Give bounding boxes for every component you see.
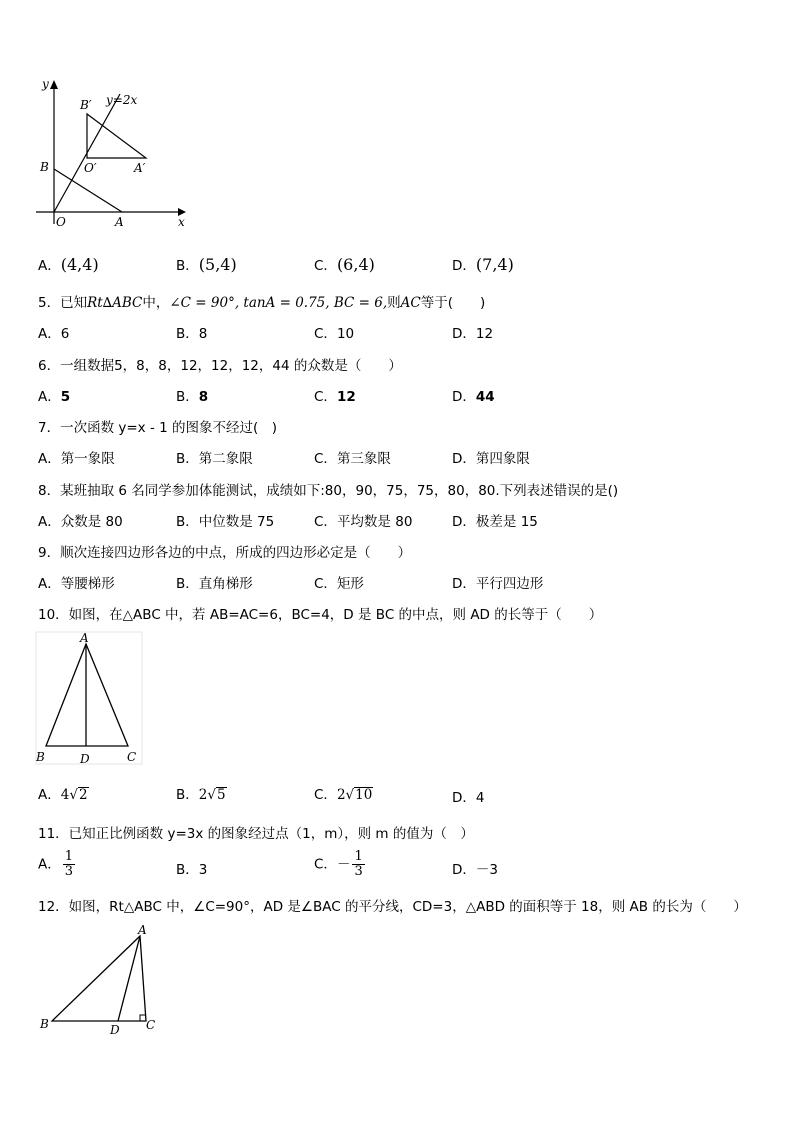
q12-label-b: B (40, 1017, 49, 1031)
q4-segment-ab (54, 169, 122, 212)
q5-option-d-text: 12 (475, 326, 494, 342)
q8-option-b[interactable] (176, 510, 274, 530)
q7-option-c-letter: C． (314, 451, 337, 467)
q4-option-d-text: (7,4) (475, 255, 514, 274)
q6-option-d-text: 44 (475, 389, 495, 405)
q8-option-c-text: 平均数是 80 (336, 514, 413, 530)
q10-label-a: A (80, 631, 89, 645)
q10-option-c[interactable] (314, 783, 373, 803)
q11-option-b-letter: B． (176, 862, 199, 878)
q10-option-c-rad: 10 (355, 787, 373, 803)
q11-option-c-sign: － (336, 856, 351, 873)
q9-option-b-letter: B． (176, 576, 199, 592)
q8-option-a[interactable] (38, 510, 123, 530)
q10-label-d: D (80, 752, 90, 766)
q11-option-c-letter: C． (314, 856, 337, 873)
q10-option-b-letter: B． (176, 787, 199, 803)
q9-option-a-text: 等腰梯形 (60, 576, 115, 592)
q5-option-c[interactable] (314, 322, 354, 342)
q5-triangle: Rt∆ABC (87, 295, 143, 311)
q10-option-b-coef: 2 (198, 787, 208, 803)
q9-option-a[interactable] (38, 572, 115, 592)
q7-option-b[interactable] (176, 447, 253, 467)
q5-mid: 中， (142, 295, 170, 311)
q4-label-a: A (115, 215, 124, 229)
q4-option-b-text: (5,4) (198, 255, 237, 274)
q10-option-c-letter: C． (314, 787, 337, 803)
q5-number: 5． (38, 295, 61, 311)
q11-option-d[interactable] (452, 858, 498, 878)
q8-option-c[interactable] (314, 510, 412, 530)
q5-post: 则 (387, 295, 401, 311)
q6-option-a-letter: A． (38, 389, 61, 405)
q8-option-d-text: 极差是 15 (475, 514, 538, 530)
q5-pre: 已知 (60, 295, 88, 311)
q12-figure (36, 922, 166, 1038)
q10-option-a-letter: A． (38, 787, 61, 803)
q11-option-c[interactable] (314, 850, 367, 879)
q10-option-a-rad: 2 (78, 787, 88, 803)
q11-option-a-num: 1 (64, 849, 74, 864)
q4-option-a-letter: A． (38, 258, 61, 274)
q5-option-b[interactable] (176, 322, 207, 342)
q10-option-d-text: 4 (475, 790, 485, 806)
q11-option-a-letter: A． (38, 856, 61, 873)
q4-option-b-letter: B． (176, 258, 199, 274)
q11-stem: 11．已知正比例函数 y=3x 的图象经过点（1，m），则 m 的值为（ ） (38, 826, 474, 842)
q10-option-a-sqrt (69, 787, 88, 803)
q12-triangle-abc (52, 936, 146, 1021)
q5-option-c-text: 10 (336, 326, 355, 342)
q4-option-d[interactable] (452, 254, 514, 274)
q10-option-c-sqrt (346, 787, 374, 803)
q4-option-a[interactable] (38, 254, 99, 274)
q11-option-a[interactable] (38, 850, 77, 879)
q10-stem: 10．如图，在△ABC 中，若 AB=AC=6，BC=4，D 是 BC 的中点，则 AD 的长等于（ ） (38, 607, 603, 623)
q4-label-o: O (56, 215, 66, 229)
q5-option-d-letter: D． (452, 326, 476, 342)
radical-icon: √ (69, 787, 78, 803)
q8-option-b-text: 中位数是 75 (198, 514, 275, 530)
q10-figure (34, 630, 146, 768)
q9-option-b[interactable] (176, 572, 253, 592)
q11-option-a-frac (63, 850, 75, 879)
q6-option-a-text: 5 (60, 389, 71, 405)
q7-option-b-letter: B． (176, 451, 199, 467)
q10-option-c-coef: 2 (336, 787, 346, 803)
q6-option-a[interactable] (38, 385, 70, 405)
q5-condition: ∠C = 90°, tanA = 0.75, BC = 6, (169, 295, 388, 311)
q4-figure (28, 74, 198, 234)
q5-option-c-letter: C． (314, 326, 337, 342)
q5-target: AC (400, 295, 421, 311)
q7-stem: 7．一次函数 y=x - 1 的图象不经过( ) (38, 420, 278, 436)
q9-option-c-letter: C． (314, 576, 337, 592)
q9-option-d-letter: D． (452, 576, 476, 592)
q9-option-b-text: 直角梯形 (198, 576, 253, 592)
q6-stem: 6．一组数据5，8，8，12，12，12，44 的众数是（ ） (38, 358, 402, 374)
q7-option-d-letter: D． (452, 451, 476, 467)
q5-option-a-text: 6 (60, 326, 70, 342)
q12-bisector-ad (118, 936, 140, 1021)
q5-option-d[interactable] (452, 322, 493, 342)
q6-option-c[interactable] (314, 385, 356, 405)
q5-stem (38, 291, 485, 311)
q11-option-c-frac (352, 850, 364, 879)
q8-option-b-letter: B． (176, 514, 199, 530)
q11-option-c-num: 1 (354, 849, 363, 864)
radical-icon: √ (207, 787, 216, 803)
q8-option-a-text: 众数是 80 (60, 514, 123, 530)
q4-y-axis-arrow (50, 80, 58, 89)
q4-option-c[interactable] (314, 254, 375, 274)
q10-option-b[interactable] (176, 783, 227, 803)
q10-option-d[interactable] (452, 786, 485, 806)
q10-option-a-coef: 4 (60, 787, 70, 803)
q11-option-a-den: 3 (64, 864, 74, 879)
q4-label-b-prime: B′ (80, 98, 92, 112)
q11-option-c-den: 3 (354, 864, 363, 879)
q9-option-d-text: 平行四边形 (475, 576, 544, 592)
radical-icon: √ (345, 787, 355, 803)
q7-option-b-text: 第二象限 (198, 451, 253, 467)
q12-label-d: D (110, 1023, 120, 1037)
q9-option-d[interactable] (452, 572, 543, 592)
q9-option-a-letter: A． (38, 576, 61, 592)
q8-option-c-letter: C． (314, 514, 337, 530)
q4-label-a-prime: A′ (134, 161, 146, 175)
q9-option-c[interactable] (314, 572, 364, 592)
q4-option-c-letter: C． (314, 258, 337, 274)
q6-option-b-letter: B． (176, 389, 199, 405)
q6-option-d[interactable] (452, 385, 495, 405)
q4-label-line: y=2x (106, 93, 138, 107)
q10-option-d-letter: D． (452, 790, 476, 806)
q6-option-b[interactable] (176, 385, 208, 405)
q8-option-d-letter: D． (452, 514, 476, 530)
q5-option-a-letter: A． (38, 326, 61, 342)
q6-option-d-letter: D． (452, 389, 476, 405)
q7-option-c-text: 第三象限 (336, 451, 391, 467)
q7-option-d-text: 第四象限 (475, 451, 530, 467)
q4-label-b: B (40, 160, 49, 174)
q7-option-a-letter: A． (38, 451, 61, 467)
q4-option-a-text: (4,4) (60, 255, 99, 274)
q6-option-c-text: 12 (336, 389, 356, 405)
q10-label-b: B (36, 750, 45, 764)
q10-label-c: C (127, 750, 137, 764)
q6-option-b-text: 8 (198, 389, 209, 405)
q4-option-d-letter: D． (452, 258, 476, 274)
q8-option-d[interactable] (452, 510, 538, 530)
q10-option-b-rad: 5 (216, 787, 226, 803)
q4-option-b[interactable] (176, 254, 237, 274)
q11-option-b-text: 3 (198, 862, 208, 878)
q12-label-a: A (138, 923, 147, 937)
q11-option-d-text: －3 (475, 862, 498, 878)
q9-option-c-text: 矩形 (336, 576, 364, 592)
q10-option-a[interactable] (38, 783, 89, 803)
q5-option-b-text: 8 (198, 326, 208, 342)
q8-stem: 8．某班抽取 6 名同学参加体能测试，成绩如下:80，90，75，75，80，80.下列表述错误的是() (38, 483, 619, 499)
q4-label-o-prime: O′ (84, 161, 97, 175)
q4-label-x: x (178, 215, 185, 229)
q10-option-b-sqrt (207, 787, 226, 803)
q7-option-c[interactable] (314, 447, 391, 467)
q9-stem: 9．顺次连接四边形各边的中点，所成的四边形必定是（ ） (38, 545, 412, 561)
q10-triangle-abc (46, 644, 128, 746)
q7-option-a[interactable] (38, 447, 115, 467)
q6-option-c-letter: C． (314, 389, 337, 405)
q11-option-b[interactable] (176, 858, 207, 878)
q12-label-c: C (146, 1018, 156, 1032)
q7-option-d[interactable] (452, 447, 530, 467)
q5-option-b-letter: B． (176, 326, 199, 342)
q5-end: 等于( ) (420, 295, 486, 311)
q11-option-d-letter: D． (452, 862, 476, 878)
q7-option-a-text: 第一象限 (60, 451, 115, 467)
q4-label-y: y (42, 77, 49, 91)
q5-option-a[interactable] (38, 322, 69, 342)
q12-stem: 12．如图，Rt△ABC 中，∠C=90°，AD 是∠BAC 的平分线，CD=3，△ABD 的面积等于 18，则 AB 的长为（ ） (38, 899, 747, 915)
q4-option-c-text: (6,4) (336, 255, 375, 274)
q8-option-a-letter: A． (38, 514, 61, 530)
